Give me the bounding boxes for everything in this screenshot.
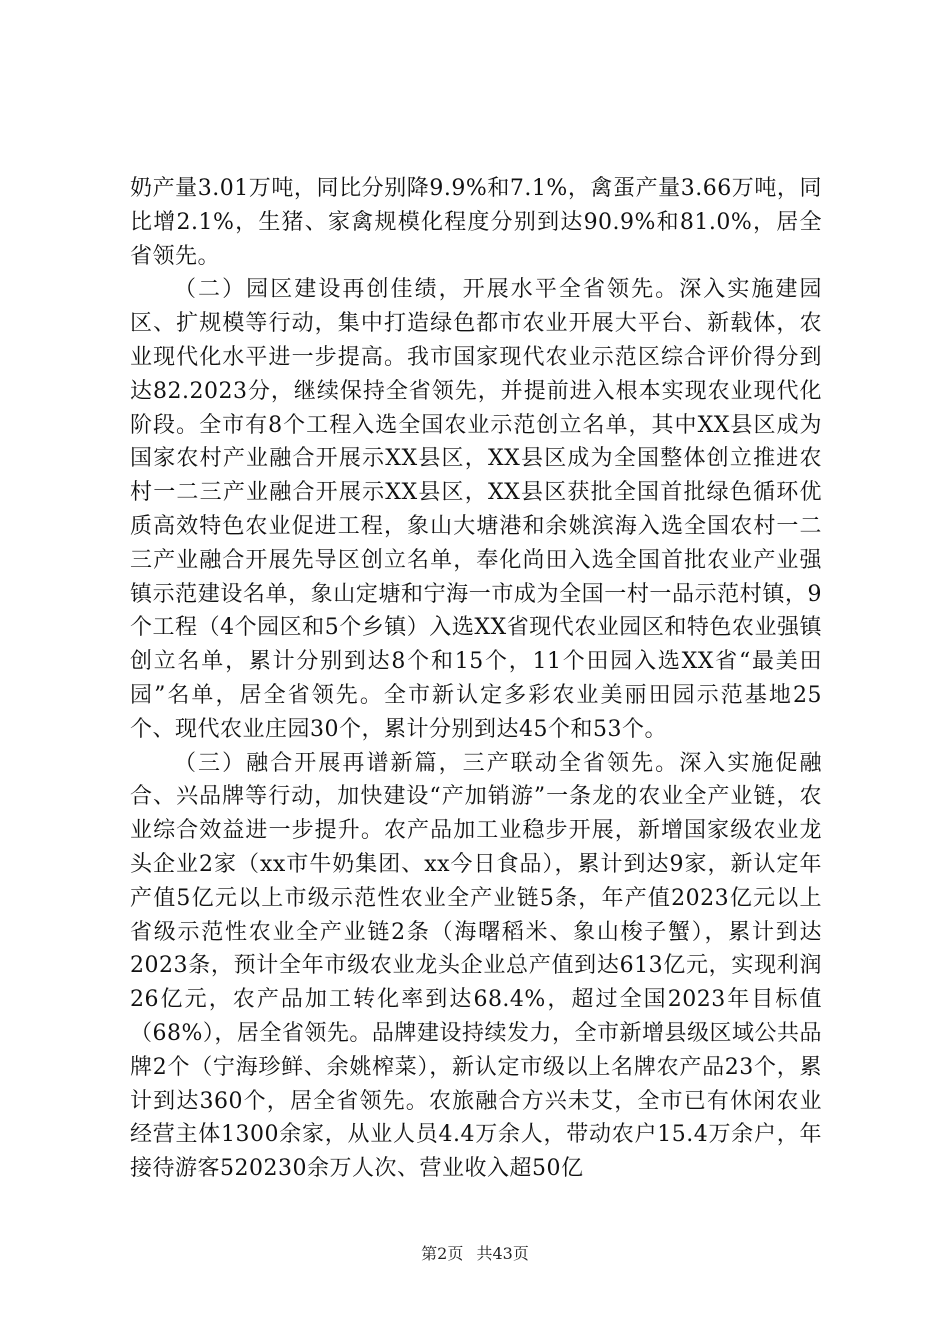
page-number: 第2页: [421, 1244, 464, 1263]
paragraph-continued: 奶产量3.01万吨，同比分别降9.9%和7.1%，禽蛋产量3.66万吨，同比增2.1%，生猪、家禽规模化程度分别到达90.9%和81.0%，居全省领先。: [130, 176, 822, 269]
paragraph-park-construction: （二）园区建设再创佳绩，开展水平全省领先。深入实施建园区、扩规模等行动，集中打造绿色都市农业开展大平台、新载体，农业现代化水平进一步提高。我市国家现代农业示范区综合评价得分到达82.2023分，继续保持全省领先，并提前进入根本实现农业现代化阶段。全市有8个工程入选全国农业示范创立名单，其中XX县区成为国家农村产业融合开展示XX县区，XX县区成为全国整体创立推进农村一二三产业融合开展示XX县区，XX县区获批全国首批绿色循环优质高效特色农业促进工程，象山大塘港和余姚滨海入选全国农村一二三产业融合开展先导区创立名单，奉化尚田入选全国首批农业产业强镇示范建设名单，象山定塘和宁海一市成为全国一村一品示范村镇，9个工程（4个园区和5个乡镇）入选XX省现代农业园区和特色农业强镇创立名单，累计分别到达8个和15个，11个田园入选XX省“最美田园”名单，居全省领先。全市新认定多彩农业美丽田园示范基地25个、现代农业庄园30个，累计分别到达45个和53个。: [130, 277, 822, 742]
paragraph-integration-development: （三）融合开展再谱新篇，三产联动全省领先。深入实施促融合、兴品牌等行动，加快建设“产加销游”一条龙的农业全产业链，农业综合效益进一步提升。农产品加工业稳步开展，新增国家级农业龙头企业2家（xx市牛奶集团、xx今日食品），累计到达9家，新认定年产值5亿元以上市级示范性农业全产业链5条，年产值2023亿元以上省级示范性农业全产业链2条（海曙稻米、象山梭子蟹），累计到达2023条，预计全年市级农业龙头企业总产值到达613亿元，实现利润26亿元，农产品加工转化率到达68.4%，超过全国2023年目标值（68%），居全省领先。品牌建设持续发力，全市新增县级区域公共品牌2个（宁海珍鲜、余姚榨菜），新认定市级以上名牌农产品23个，累计到达360个，居全省领先。农旅融合方兴未艾，全市已有休闲农业经营主体1300余家，从业人员4.4万余人，带动农户15.4万余户，年接待游客520230余万人次、营业收入超50亿: [130, 750, 822, 1182]
document-body: [130, 172, 822, 1186]
page-footer: [0, 1241, 950, 1264]
total-pages: 共43页: [476, 1244, 529, 1263]
